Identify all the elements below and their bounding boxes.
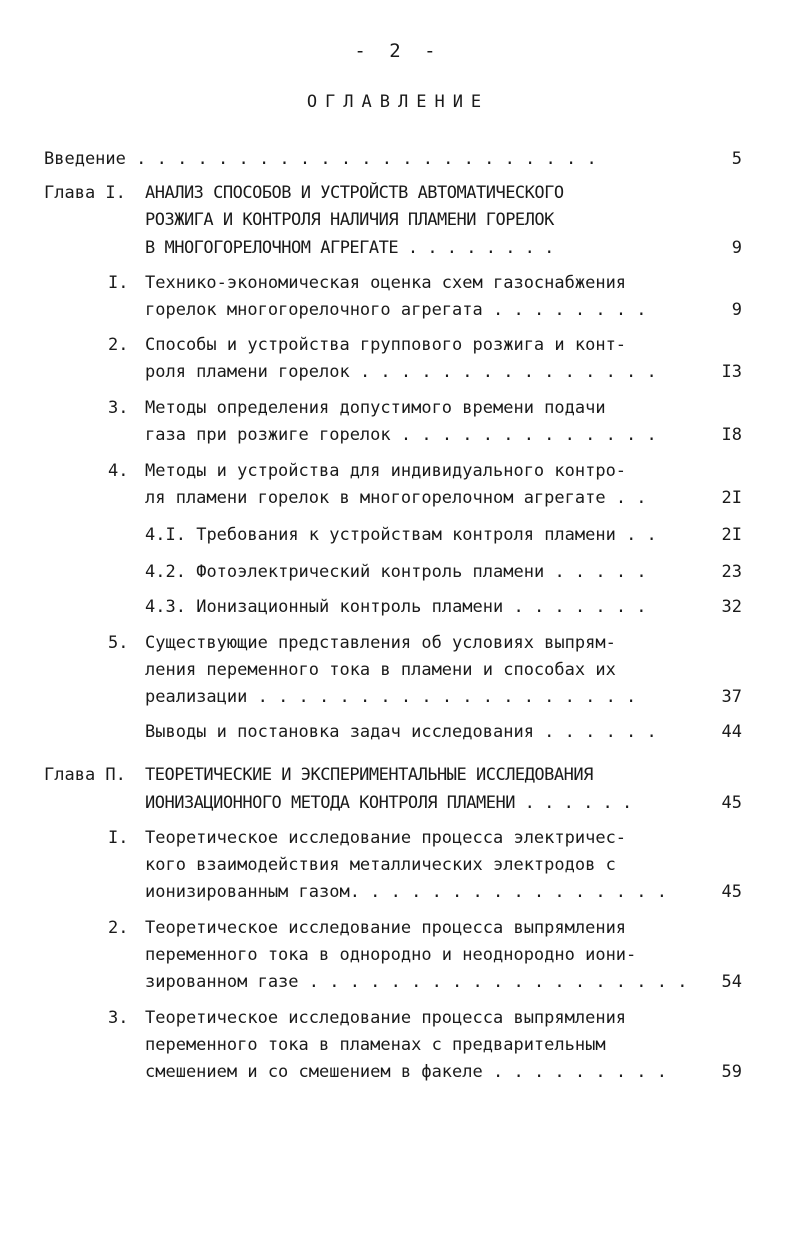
toc-section-line: кого взаимодействия металлических электродов с [145,855,616,875]
toc-section-page: 54 [721,972,742,992]
toc-section-num: I. [108,273,129,293]
toc-section-line: Технико-экономическая оценка схем газоснабжения [145,273,627,293]
toc-chapter-1-line3-text: В МНОГОГОРЕЛОЧНОМ АГРЕГАТЕ [145,238,399,258]
toc-chapter-1-page: 9 [731,238,742,258]
toc-chapter-2-page: 45 [721,793,742,813]
toc-section-page: I8 [721,425,742,445]
toc-leader: . . [605,488,647,508]
toc-leader: . . . . . . . . . . . . . . . . . . . . . . . [125,149,597,169]
toc-section-line [145,487,647,509]
page-title: ОГЛАВЛЕНИЕ [306,92,490,112]
toc-section-text: ля пламени горелок в многогорелочном агрегате [145,488,606,508]
toc-chapter-1-label: Глава I. [44,183,126,203]
toc-subsection-num: 4.3. [145,597,186,617]
toc-section-line [145,361,657,383]
toc-section-line: Теоретическое исследование процесса выпрямления [145,918,627,938]
toc-subsection-num: 4.I. [145,525,186,545]
toc-subsection-text: Фотоэлектрический контроль пламени [196,562,545,582]
toc-leader: . . [615,525,657,545]
toc-section-num: 3. [108,1008,129,1028]
toc-section-num: 2. [108,335,129,355]
toc-subsection-text: Требования к устройствам контроля пламени [196,525,616,545]
toc-section-line: Существующие представления об условиях выпрям- [145,633,616,653]
toc-section-num: I. [108,828,129,848]
toc-section-line: Теоретическое исследование процесса электричес- [145,828,627,848]
page-number: - 2 - [354,40,442,62]
toc-chapter-2-line2-text: ИОНИЗАЦИОННОГО МЕТОДА КОНТРОЛЯ ПЛАМЕНИ [145,793,515,813]
toc-section-page: 59 [721,1062,742,1082]
toc-section-num: 2. [108,918,129,938]
toc-section-line: Методы и устройства для индивидуального контро- [145,461,627,481]
toc-leader: . . . . . . [533,722,657,742]
toc-section-text: реализации [145,687,248,707]
toc-section-line: Способы и устройства группового розжига и конт- [145,335,627,355]
toc-leader: . . . . . . . . . . . . . . . . . . . [298,972,688,992]
toc-chapter-1-line3 [145,237,554,259]
toc-section-text: ионизированным газом [145,882,350,902]
toc-section-page: 2I [721,488,742,508]
toc-section-text: роля пламени горелок [145,362,350,382]
toc-section-text: газа при розжиге горелок [145,425,391,445]
toc-leader: . . . . . . . . [482,300,647,320]
toc-section-page: 45 [721,882,742,902]
toc-intro-label: Введение [44,149,126,169]
toc-subsection [145,561,647,583]
toc-leader: . . . . . . . . . . . . . . . . . . . [247,687,637,707]
toc-section-line: ления переменного тока в пламени и способах их [145,660,616,680]
toc-subsection-page: 2I [721,525,742,545]
toc-subsection-page: 32 [721,597,742,617]
toc-section-line [145,299,647,321]
toc-chapter-1-line2: РОЗЖИГА И КОНТРОЛЯ НАЛИЧИЯ ПЛАМЕНИ ГОРЕЛОК [145,210,554,230]
toc-section-text: смешением и со смешением в факеле [145,1062,483,1082]
toc-section-text: зированном газе [145,972,299,992]
toc-leader: . . . . . . . . . . . . . . . [349,362,657,382]
toc-section-page: I3 [721,362,742,382]
toc-section-line: переменного тока в пламенах с предварительным [145,1035,606,1055]
toc-subsection [145,596,647,618]
toc-subsection [145,524,657,546]
toc-conclusions-text: Выводы и постановка задач исследования [145,722,534,742]
toc-conclusions-page: 44 [721,722,742,742]
toc-section-line [145,971,687,993]
toc-conclusions [145,721,657,743]
toc-section-page: 37 [721,687,742,707]
toc-leader: . . . . . . . . . . . . . [390,425,657,445]
toc-subsection-num: 4.2. [145,562,186,582]
toc-leader: . . . . . . . . . [482,1062,667,1082]
toc-leader: . . . . . . [514,793,632,813]
toc-chapter-2-line1: ТЕОРЕТИЧЕСКИЕ И ЭКСПЕРИМЕНТАЛЬНЫЕ ИССЛЕДОВАНИЯ [145,765,593,785]
toc-intro [44,148,597,170]
toc-subsection-page: 23 [721,562,742,582]
toc-chapter-1-line1: АНАЛИЗ СПОСОБОВ И УСТРОЙСТВ АВТОМАТИЧЕСКОГО [145,183,564,203]
toc-leader: . . . . . . . . . . . . . . . . [349,882,667,902]
toc-section-num: 5. [108,633,129,653]
toc-leader: . . . . . . . [503,597,647,617]
toc-section-num: 3. [108,398,129,418]
toc-leader: . . . . . . . . [398,238,554,258]
toc-chapter-2-label: Глава П. [44,765,126,785]
toc-section-line: Теоретическое исследование процесса выпрямления [145,1008,627,1028]
toc-subsection-text: Ионизационный контроль пламени [196,597,504,617]
toc-intro-page: 5 [731,149,742,169]
toc-section-line [145,1061,667,1083]
toc-leader: . . . . . [544,562,647,582]
toc-section-line [145,686,636,708]
toc-section-page: 9 [731,300,742,320]
toc-section-num: 4. [108,461,129,481]
toc-section-line [145,881,667,903]
toc-section-line: переменного тока в однородно и неоднородно иони- [145,945,637,965]
toc-section-line [145,424,657,446]
toc-section-line: Методы определения допустимого времени подачи [145,398,606,418]
toc-section-text: горелок многогорелочного агрегата [145,300,483,320]
toc-chapter-2-line2 [145,792,632,814]
